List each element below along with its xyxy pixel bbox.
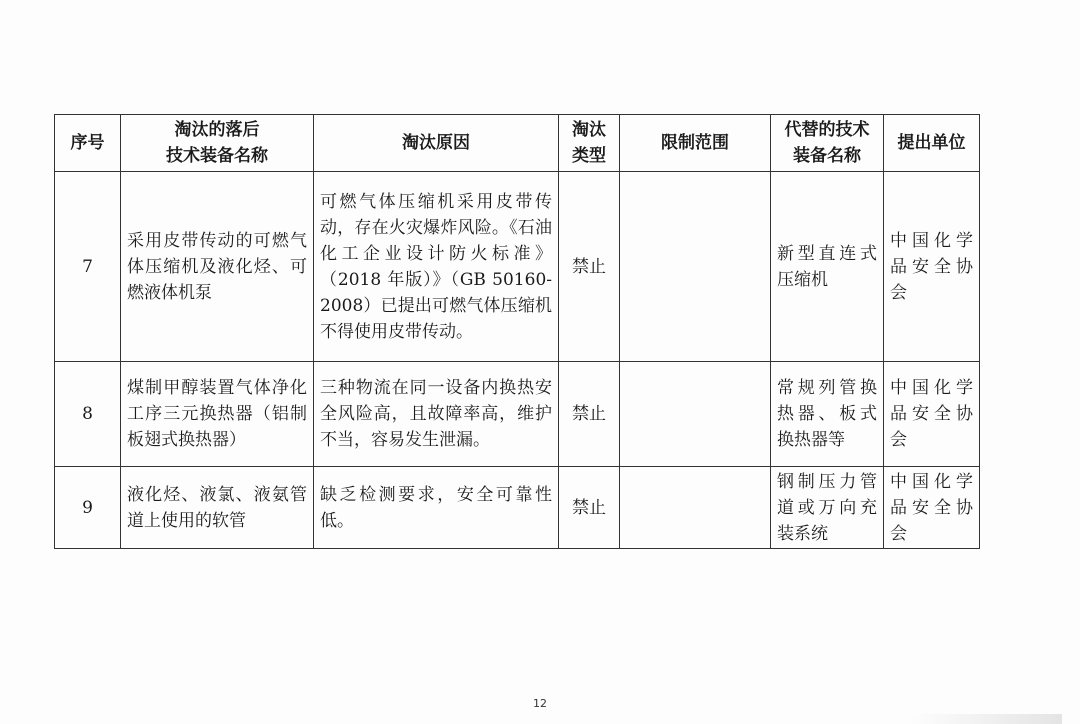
header-name-line-1: 淘汰的落后 — [174, 120, 260, 140]
table-row — [55, 172, 980, 362]
header-replacement — [771, 115, 884, 172]
header-reason: 淘汰原因 — [314, 115, 559, 172]
row-reason: 可燃气体压缩机采用皮带传动，存在火灾爆炸风险。《石油化工企业设计防火标准》（2018 年版）》（GB 50160-2008）已提出可燃气体压缩机不得使用皮带传动。 — [314, 172, 559, 362]
header-proposer: 提出单位 — [884, 115, 980, 172]
row-equipment-name: 采用皮带传动的可燃气体压缩机及液化烃、可燃液体机泵 — [121, 172, 314, 362]
row-reason: 三种物流在同一设备内换热安全风险高，且故障率高，维护不当，容易发生泄漏。 — [314, 362, 559, 467]
row-scope — [620, 362, 771, 467]
row-replacement: 常规列管换热器、板式换热器等 — [771, 362, 884, 467]
header-type — [559, 115, 620, 172]
header-name-line-2: 技术装备名称 — [166, 146, 268, 166]
row-proposer: 中国化学品安全协会 — [884, 172, 980, 362]
row-index: 9 — [55, 467, 121, 549]
row-type: 禁止 — [559, 467, 620, 549]
row-type: 禁止 — [559, 172, 620, 362]
row-index: 7 — [55, 172, 121, 362]
header-type-line-2: 类型 — [572, 146, 606, 166]
row-proposer: 中国化学品安全协会 — [884, 362, 980, 467]
row-proposer: 中国化学品安全协会 — [884, 467, 980, 549]
table-row — [55, 362, 980, 467]
row-type: 禁止 — [559, 362, 620, 467]
header-index: 序号 — [55, 115, 121, 172]
table-row — [55, 467, 980, 549]
row-replacement: 钢制压力管道或万向充装系统 — [771, 467, 884, 549]
obsolete-equipment-table — [54, 114, 980, 549]
row-scope — [620, 467, 771, 549]
header-scope: 限制范围 — [620, 115, 771, 172]
row-reason: 缺乏检测要求，安全可靠性低。 — [314, 467, 559, 549]
row-equipment-name: 液化烃、液氯、液氨管道上使用的软管 — [121, 467, 314, 549]
header-replacement-line-2: 装备名称 — [793, 146, 861, 166]
row-equipment-name: 煤制甲醇装置气体净化工序三元换热器（铝制板翅式换热器） — [121, 362, 314, 467]
header-type-line-1: 淘汰 — [572, 120, 606, 140]
row-scope — [620, 172, 771, 362]
row-index: 8 — [55, 362, 121, 467]
header-name — [121, 115, 314, 172]
table-header-row — [55, 115, 980, 172]
header-replacement-line-1: 代替的技术 — [784, 120, 870, 140]
page-number: 12 — [533, 697, 547, 710]
row-replacement: 新型直连式压缩机 — [771, 172, 884, 362]
scan-edge-shadow — [912, 714, 1062, 724]
